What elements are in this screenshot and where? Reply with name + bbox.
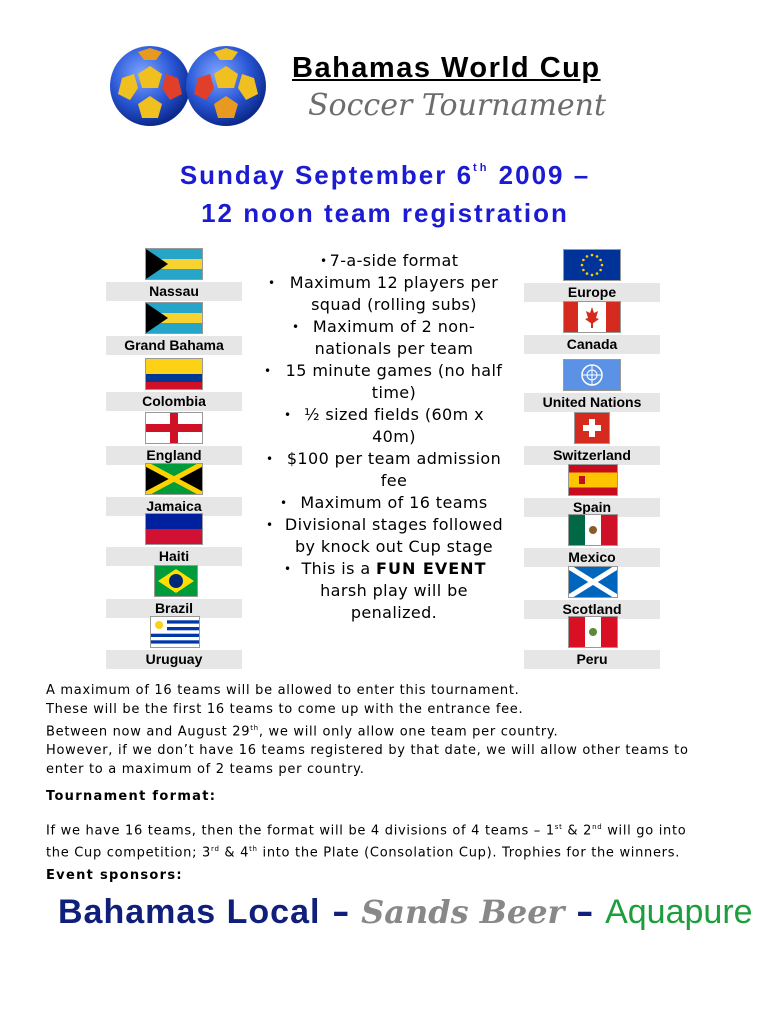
sponsor-bahamas-local: Bahamas Local [58,893,321,931]
peru-flag-icon [568,616,618,648]
team-label: Uruguay [106,650,242,669]
rule-item: • ½ sized fields (60m x 40m) [254,404,534,448]
team-label: Europe [524,283,660,302]
team-colombia [106,358,242,410]
team-label: Mexico [524,548,660,567]
registration-time: 12 noon team registration [201,198,569,228]
eu-flag-icon [563,249,621,281]
page-title: Bahamas World Cup [292,52,601,84]
rule-item: • This is a FUN EVENT harsh play will be penalized. [254,558,534,624]
un-flag-icon [563,359,621,391]
team-europe [524,249,660,301]
jamaica-flag-icon [145,463,203,495]
team-label: Scotland [524,600,660,619]
team-label: Brazil [106,599,242,618]
separator: – [320,892,362,932]
soccer-ball-left-icon [110,46,190,126]
team-label: Haiti [106,547,242,566]
team-peru [524,616,660,668]
team-label: Colombia [106,392,242,411]
rule-item: • Maximum 12 players per squad (rolling subs) [254,272,534,316]
rule-item: • 15 minute games (no half time) [254,360,534,404]
rule-item: • Divisional stages followed by knock out Cup stage [254,514,534,558]
rule-item: • 7-a-side format [254,250,534,272]
team-jamaica [106,463,242,515]
page-subtitle: Soccer Tournament [308,88,607,123]
team-label: Jamaica [106,497,242,516]
colombia-flag-icon [145,358,203,390]
team-label: Grand Bahama [106,336,242,355]
scotland-flag-icon [568,566,618,598]
rule-item: • Maximum of 2 non- nationals per team [254,316,534,360]
sponsors-heading: Event sponsors: [46,868,183,883]
team-label: Peru [524,650,660,669]
format-heading: Tournament format: [46,789,217,804]
england-flag-icon [145,412,203,444]
sponsor-aquapure: Aquapure [605,893,753,931]
team-uruguay [106,616,242,668]
rule-item: • $100 per team admission fee [254,448,534,492]
team-label: England [106,446,242,465]
team-label: Nassau [106,282,242,301]
team-united-nations [524,359,660,411]
bahamas-flag-icon [145,302,203,334]
separator: – [564,892,606,932]
team-switzerland [524,412,660,464]
team-label: United Nations [524,393,660,412]
team-haiti [106,513,242,565]
sponsor-list [58,892,753,932]
team-spain [524,464,660,516]
soccer-ball-right-icon [186,46,266,126]
team-brazil [106,565,242,617]
mexico-flag-icon [568,514,618,546]
bahamas-flag-icon [145,248,203,280]
team-england [106,412,242,464]
brazil-flag-icon [154,565,198,597]
team-canada [524,301,660,353]
entry-info: A maximum of 16 teams will be allowed to enter this tournament. These will be the first 16 teams to come up with the entrance fee. Between now and August 29th, we will only allow one team per country. However, if we don’t have 16 teams registered by that date, we will allow other teams to enter to a maximum of 2 teams per country. [46,683,689,778]
soccer-balls-logo [108,44,268,128]
event-date: Sunday September 6th 2009 – [179,160,591,190]
rules-list [254,250,534,624]
haiti-flag-icon [145,513,203,545]
canada-flag-icon [563,301,621,333]
format-description: If we have 16 teams, then the format will be 4 divisions of 4 teams – 1st & 2nd will go into the Cup competition; 3rd & 4th into the Plate (Consolation Cup). Trophies for the winners. [46,823,687,861]
team-label: Canada [524,335,660,354]
team-nassau [106,248,242,300]
team-grand-bahama [106,302,242,354]
team-scotland [524,566,660,618]
team-mexico [524,514,660,566]
uruguay-flag-icon [150,616,200,648]
switzerland-flag-icon [574,412,610,444]
team-label: Switzerland [524,446,660,465]
team-label: Spain [524,498,660,517]
rule-item: • Maximum of 16 teams [254,492,534,514]
spain-flag-icon [568,464,618,496]
sponsor-sands-beer: Sands Beer [361,893,565,931]
